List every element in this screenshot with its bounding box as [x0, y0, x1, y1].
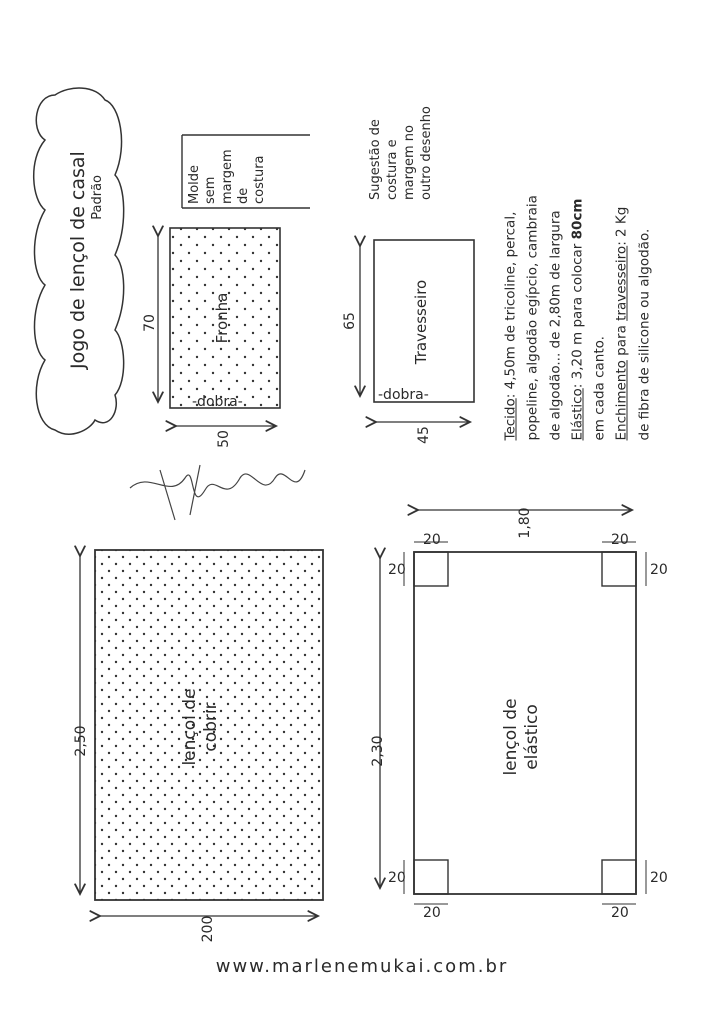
elastico-label: lençol de elástico: [501, 698, 542, 776]
corner-square-br: [602, 860, 636, 894]
notes: [500, 95, 690, 440]
note-line-7: de fibra de silicone ou algodão.: [636, 228, 653, 441]
corner-dim-tl-side: 20: [388, 562, 406, 578]
title: [67, 151, 111, 369]
corner-dim-br-side: 20: [650, 870, 668, 886]
signature: [130, 465, 305, 520]
title-line1: Jogo de lençol de casal: [67, 151, 89, 369]
note-line-1: Tecido: 4,50m de tricoline, percal,: [502, 211, 519, 441]
corner-dim-br-bottom: 20: [611, 905, 629, 921]
note-line-6: Enchimento para travesseiro: 2 Kg: [613, 206, 630, 441]
corner-dim-bl-bottom: 20: [423, 905, 441, 921]
website-url: www.marlenemukai.com.br: [215, 956, 509, 977]
note-line-5: em cada canto.: [591, 336, 608, 441]
elastico-width: 1,80: [517, 507, 533, 539]
mold-box: [186, 138, 306, 204]
mold-line: margem: [219, 149, 235, 204]
corner-dim-tl-top: 20: [423, 532, 441, 548]
elastico-height: 2,30: [370, 735, 386, 767]
corner-square-bl: [414, 860, 448, 894]
note-line-2: popeline, algodão egípcio, cambraia: [524, 195, 541, 441]
mold-line: costura: [252, 155, 267, 204]
mold-line: Molde: [187, 164, 202, 204]
corner-dim-tr-side: 20: [650, 562, 668, 578]
mold-line: de: [235, 187, 251, 204]
fronha-label: Fronha: [213, 292, 231, 344]
cobrir-height: 2,50: [73, 725, 89, 757]
travesseiro-height: 65: [342, 312, 358, 330]
travesseiro-label: Travesseiro: [412, 279, 430, 365]
cobrir-label: lençol de cobrir: [180, 688, 221, 766]
mold-line: sem: [203, 176, 219, 204]
note-line-4: Elástico: 3,20 m para colocar 80cm: [569, 198, 586, 441]
fronha-fold: -dobra-: [192, 394, 243, 410]
fronha-height: 70: [142, 314, 158, 332]
corner-dim-tr-top: 20: [611, 532, 629, 548]
travesseiro-width: 45: [416, 426, 432, 444]
travesseiro-fold: -dobra-: [378, 387, 429, 403]
corner-square-tl: [414, 552, 448, 586]
corner-dim-bl-side: 20: [388, 870, 406, 886]
corner-square-tr: [602, 552, 636, 586]
suggestion: Sugestão de costura e margem no outro desenho: [368, 106, 434, 200]
note-line-3: de algodão... de 2,80m de largura: [547, 210, 564, 441]
fronha-width: 50: [216, 430, 232, 448]
title-line2: Padrão: [90, 175, 105, 220]
cobrir-width: 200: [200, 915, 216, 943]
